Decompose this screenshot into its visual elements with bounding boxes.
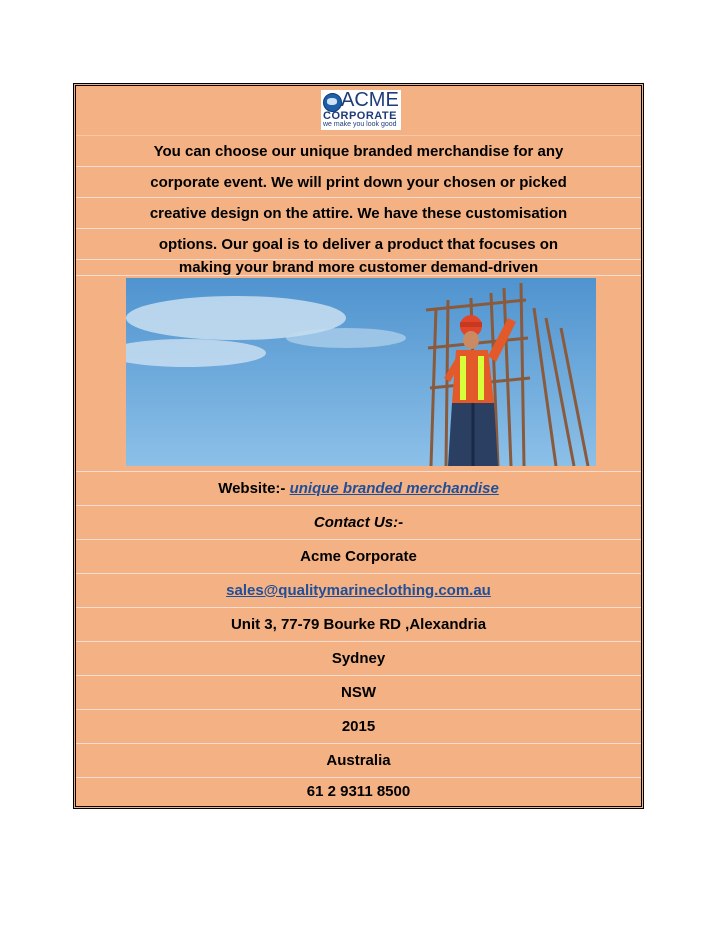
logo-line2: CORPORATE xyxy=(323,110,397,122)
postcode: 2015 xyxy=(76,710,641,744)
flyer-frame xyxy=(73,83,644,809)
phone: 61 2 9311 8500 xyxy=(306,783,411,800)
website-label: Website:- xyxy=(218,480,286,497)
intro-line-3: creative design on the attire. We have these customisation xyxy=(76,198,641,229)
intro-line-1: You can choose our unique branded merchandise for any xyxy=(76,136,641,167)
website-row xyxy=(76,472,641,506)
address: Unit 3, 77-79 Bourke RD ,Alexandria xyxy=(76,608,641,642)
state: NSW xyxy=(76,676,641,710)
logo-line1: ACME xyxy=(341,89,399,111)
intro-line-5: making your brand more customer demand-driven xyxy=(76,260,641,276)
company-name: Acme Corporate xyxy=(76,540,641,574)
website-link[interactable]: unique branded merchandise xyxy=(289,480,499,497)
logo-row xyxy=(76,86,641,136)
logo-tagline: we make you look good xyxy=(323,121,397,128)
city: Sydney xyxy=(76,642,641,676)
email-row xyxy=(76,574,641,608)
contact-heading: Contact Us:- xyxy=(76,506,641,540)
worker-photo xyxy=(126,278,596,466)
acme-logo xyxy=(321,90,401,130)
intro-line-4: options. Our goal is to deliver a product that focuses on xyxy=(76,229,641,260)
email-link[interactable]: sales@qualitymarineclothing.com.au xyxy=(226,582,491,599)
intro-line-2: corporate event. We will print down your chosen or picked xyxy=(76,167,641,198)
photo-row xyxy=(76,276,641,472)
country: Australia xyxy=(76,744,641,778)
